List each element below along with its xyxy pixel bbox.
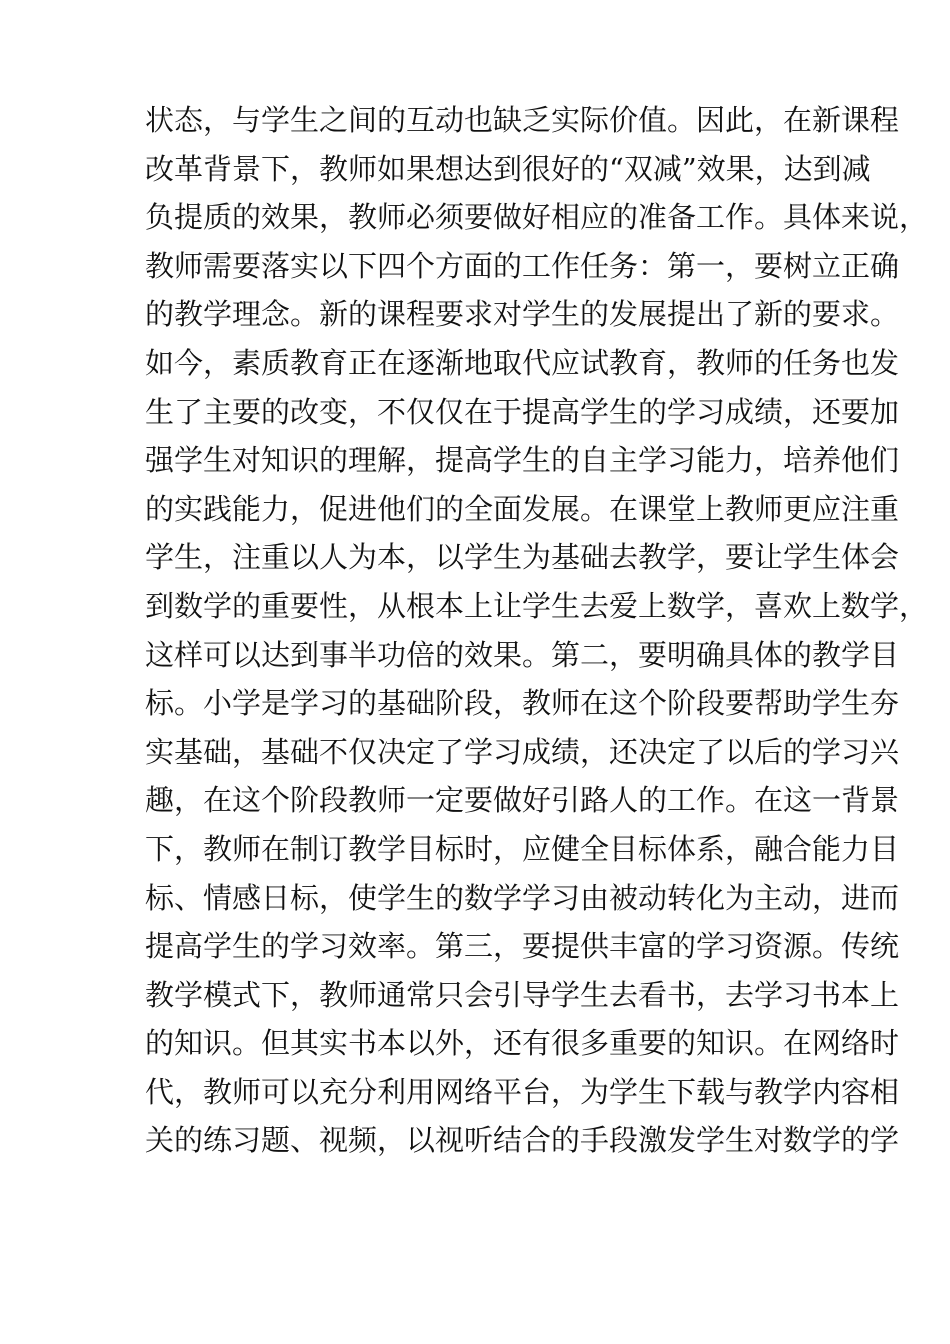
text-line: 标、情感日标，使学生的数学学习由被动转化为主动，进而 <box>145 880 900 915</box>
text-line: 下，教师在制订教学目标时，应健全目标体系，融合能力目 <box>145 831 900 866</box>
text-line: 到数学的重要性，从根本上让学生去爱上数学，喜欢上数学， <box>145 588 929 623</box>
text-line: 关的练习题、视频，以视听结合的手段激发学生对数学的学 <box>145 1123 900 1158</box>
text-line: 如今，素质教育正在逐渐地取代应试教育，教师的任务也发 <box>145 345 900 380</box>
text-line: 学生，注重以人为本，以学生为基础去教学，要让学生体会 <box>145 540 900 575</box>
body-paragraph <box>145 96 929 1165</box>
text-line: 状态，与学生之间的互动也缺乏实际价值。因此，在新课程 <box>145 103 900 137</box>
text-line: 教学模式下，教师通常只会引导学生去看书，去学习书本上 <box>145 977 900 1012</box>
text-line: 提高学生的学习效率。第三，要提供丰富的学习资源。传统 <box>145 929 900 964</box>
text-line: 改革背景下，教师如果想达到很好的“双减”效果，达到减 <box>145 151 871 186</box>
text-line: 的知识。但其实书本以外，还有很多重要的知识。在网络时 <box>145 1026 900 1061</box>
text-line: 代，教师可以充分利用网络平台，为学生下载与教学内容相 <box>145 1074 900 1109</box>
text-line: 实基础，基础不仅决定了学习成绩，还决定了以后的学习兴 <box>145 734 900 769</box>
text-line: 负提质的效果，教师必须要做好相应的准备工作。具体来说， <box>145 200 929 235</box>
text-line: 的教学理念。新的课程要求对学生的发展提出了新的要求。 <box>145 297 900 332</box>
text-line: 生了主要的改变，不仅仅在于提高学生的学习成绩，还要加 <box>145 394 900 429</box>
text-line: 强学生对知识的理解，提高学生的自主学习能力，培养他们 <box>145 443 900 478</box>
text-line: 教师需要落实以下四个方面的工作任务：第一，要树立正确 <box>145 248 900 283</box>
text-line: 趣，在这个阶段教师一定要做好引路人的工作。在这一背景 <box>145 783 900 818</box>
text-line: 标。小学是学习的基础阶段，教师在这个阶段要帮助学生夯 <box>145 686 900 721</box>
text-line: 这样可以达到事半功倍的效果。第二，要明确具体的教学目 <box>145 637 900 672</box>
text-line: 的实践能力，促进他们的全面发展。在课堂上教师更应注重 <box>145 491 900 526</box>
